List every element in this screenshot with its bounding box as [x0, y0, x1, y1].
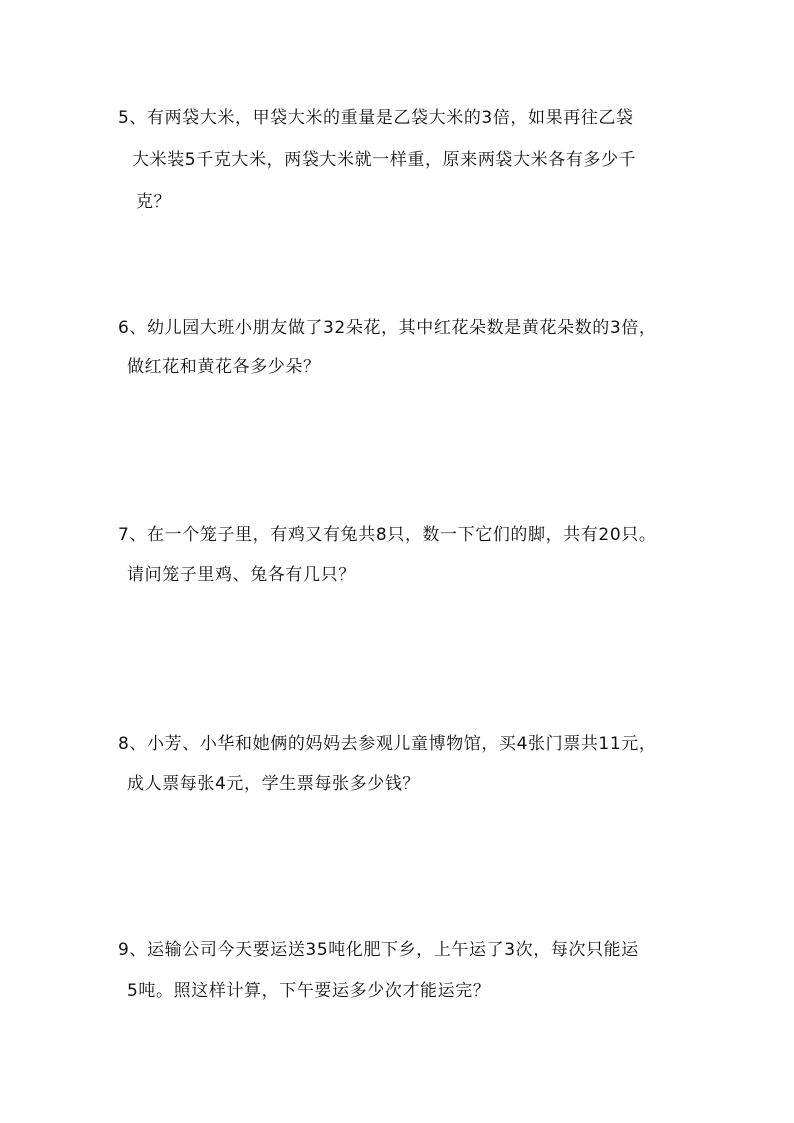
question-7-line-1: 7、在一个笼子里，有鸡又有兔共8只，数一下它们的脚，共有20只。 [118, 525, 657, 545]
question-6-line-2: 做红花和黄花各多少朵？ [127, 357, 321, 377]
question-9-line-2: 5吨。照这样计算，下午要运多少次才能运完？ [127, 981, 491, 1001]
question-5-line-2: 大米装5千克大米，两袋大米就一样重，原来两袋大米各有多少千 [132, 150, 637, 170]
question-6-line-1: 6、幼儿园大班小朋友做了32朵花，其中红花朵数是黄花朵数的3倍， [118, 318, 657, 338]
question-9-line-1: 9、运输公司今天要运送35吨化肥下乡，上午运了3次，每次只能运 [118, 940, 639, 960]
question-7-line-2: 请问笼子里鸡、兔各有几只？ [127, 565, 356, 585]
question-8-line-1: 8、小芳、小华和她俩的妈妈去参观儿童博物馆，买4张门票共11元， [118, 734, 657, 754]
question-8-line-2: 成人票每张4元，学生票每张多少钱？ [127, 774, 421, 794]
question-5-line-1: 5、有两袋大米，甲袋大米的重量是乙袋大米的3倍，如果再往乙袋 [118, 108, 634, 128]
question-5-line-3: 克？ [136, 192, 172, 212]
